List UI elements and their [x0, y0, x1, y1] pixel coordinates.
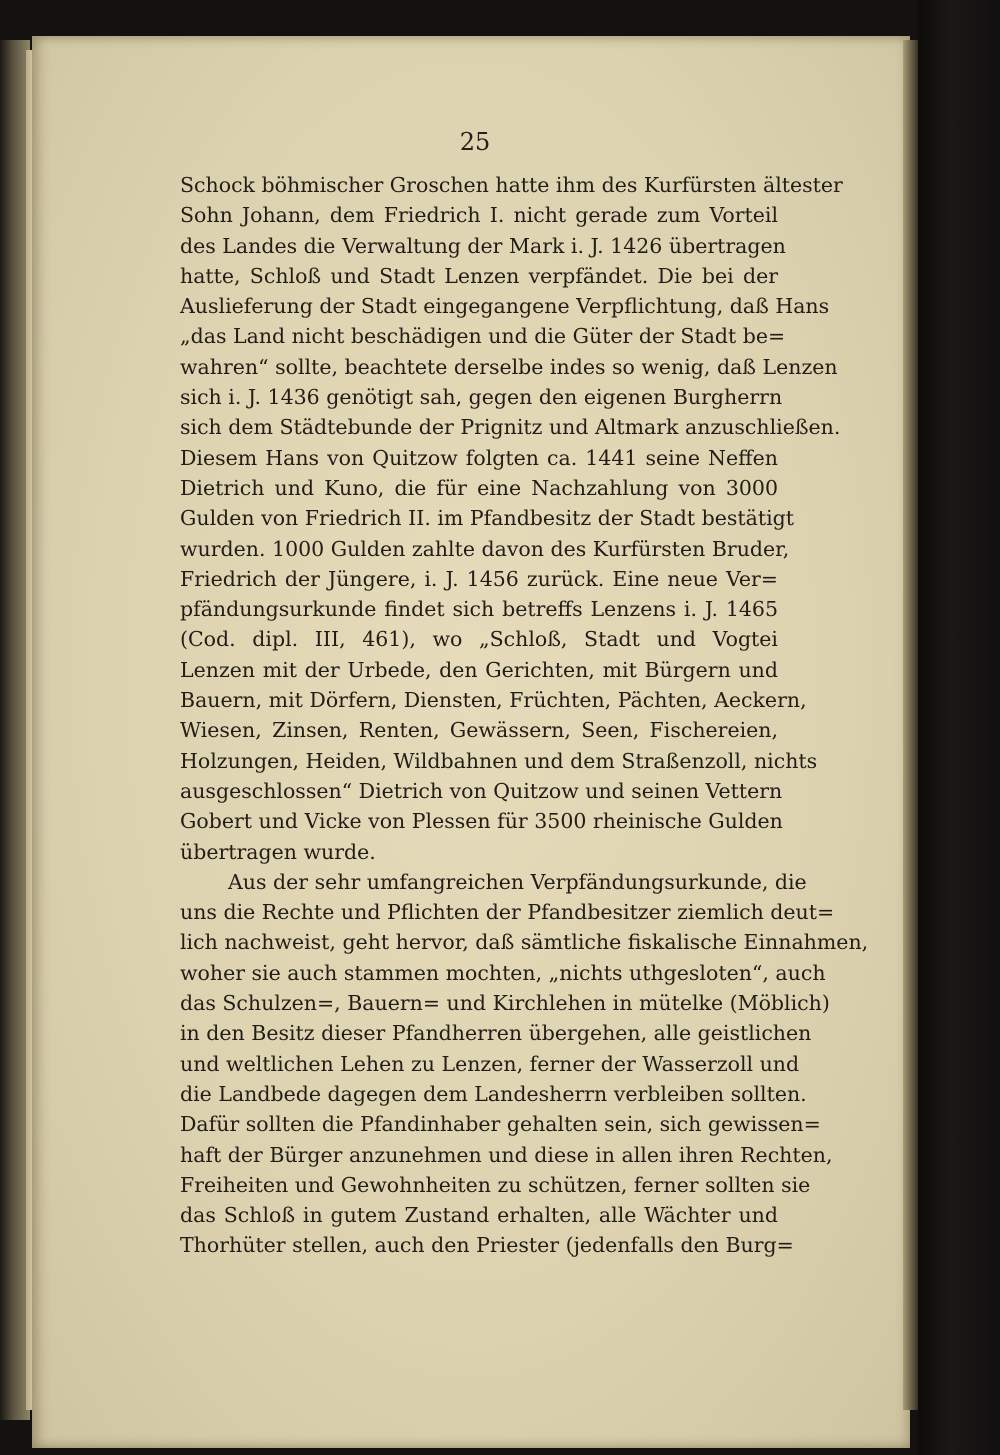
text-line: Dietrich und Kuno, die für eine Nachzahlung von 3000 [180, 475, 778, 500]
text-line: hatte, Schloß und Stadt Lenzen verpfändet. Die bei der [180, 263, 778, 288]
text-line: lich nachweist, geht hervor, daß sämtliche fiskalische Einnahmen, [180, 930, 869, 955]
text-line: Friedrich der Jüngere, i. J. 1456 zurück. Eine neue Ver= [180, 566, 778, 591]
text-line: Lenzen mit der Urbede, den Gerichten, mit Bürgern und [180, 657, 778, 682]
text-line: wurden. 1000 Gulden zahlte davon des Kurfürsten Bruder, [180, 536, 790, 561]
text-line: sich i. J. 1436 genötigt sah, gegen den eigenen Burgherrn [180, 385, 783, 410]
text-line: des Landes die Verwaltung der Mark i. J. 1426 übertragen [180, 233, 786, 258]
text-line: übertragen wurde. [180, 839, 376, 864]
text-line: Sohn Johann, dem Friedrich I. nicht gerade zum Vorteil [180, 203, 778, 228]
text-line: Schock böhmischer Groschen hatte ihm des Kurfürsten ältester [180, 173, 843, 197]
text-line: woher sie auch stammen mochten, „nichts uthgesloten“, auch [180, 960, 826, 985]
text-line: Holzungen, Heiden, Wildbahnen und dem Straßenzoll, nichts [180, 748, 818, 773]
text-line: das Schulzen=, Bauern= und Kirchlehen in mütelke (Möblich) [180, 991, 830, 1016]
text-line: das Schloß in gutem Zustand erhalten, alle Wächter und [180, 1203, 778, 1228]
text-line: Auslieferung der Stadt eingegangene Verpflichtung, daß Hans [180, 294, 830, 319]
text-line: die Landbede dagegen dem Landesherrn verbleiben sollten. [180, 1081, 807, 1106]
page-number: 25 [459, 128, 491, 156]
text-line: Freiheiten und Gewohnheiten zu schützen, ferner sollten sie [180, 1172, 811, 1197]
text-line: ausgeschlossen“ Dietrich von Quitzow und seinen Vettern [180, 778, 783, 803]
text-line: in den Besitz dieser Pfandherren übergehen, alle geistlichen [180, 1021, 812, 1046]
text-line: haft der Bürger anzunehmen und diese in allen ihren Rechten, [180, 1142, 833, 1167]
body-text [180, 170, 869, 1261]
text-line: Wiesen, Zinsen, Renten, Gewässern, Seen, Fischereien, [180, 718, 778, 743]
text-line: Bauern, mit Dörfern, Diensten, Früchten, Pächten, Aeckern, [180, 688, 807, 713]
text-line: Gobert und Vicke von Plessen für 3500 rheinische Gulden [180, 809, 783, 834]
text-line: Aus der sehr umfangreichen Verpfändungsurkunde, die [228, 869, 807, 894]
text-line: Thorhüter stellen, auch den Priester (jedenfalls den Burg= [180, 1233, 794, 1258]
text-line: wahren“ sollte, beachtete derselbe indes so wenig, daß Lenzen [180, 354, 838, 379]
text-line: und weltlichen Lehen zu Lenzen, ferner der Wasserzoll und [180, 1051, 800, 1076]
text-line: Dafür sollten die Pfandinhaber gehalten sein, sich gewissen= [180, 1112, 821, 1137]
paragraph [180, 867, 869, 1261]
book-cover-edge [918, 0, 1000, 1455]
text-line: uns die Rechte und Pflichten der Pfandbesitzer ziemlich deut= [180, 900, 835, 925]
text-line: pfändungsurkunde findet sich betreffs Lenzens i. J. 1465 [180, 597, 778, 622]
paragraph [180, 170, 843, 867]
text-line: „das Land nicht beschädigen und die Güter der Stadt be= [180, 324, 786, 349]
text-line: (Cod. dipl. III, 461), wo „Schloß, Stadt und Vogtei [180, 627, 778, 652]
text-line: Gulden von Friedrich II. im Pfandbesitz der Stadt bestätigt [180, 506, 795, 531]
text-line: sich dem Städtebunde der Prignitz und Altmark anzuschließen. [180, 415, 841, 440]
text-line: Diesem Hans von Quitzow folgten ca. 1441 seine Neffen [180, 445, 778, 470]
